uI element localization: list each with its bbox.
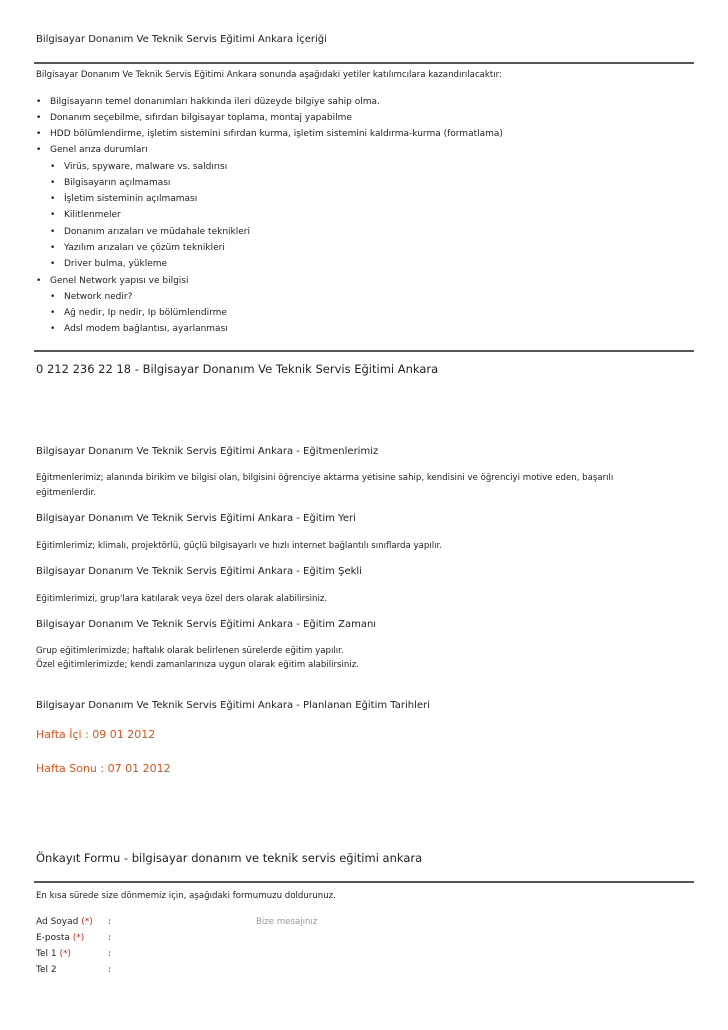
required-mark: (*) [81, 917, 93, 927]
divider [34, 881, 694, 883]
section-heading: Bilgisayar Donanım Ve Teknik Servis Eğitimi Ankara - Eğitmenlerimiz [36, 446, 379, 457]
form-heading: Önkayıt Formu - bilgisayar donanım ve teknik servis eğitimi ankara [36, 851, 423, 865]
form-intro: En kısa sürede size dönmemiz için, aşağıdaki formumuzu doldurunuz. [36, 891, 336, 901]
section-heading: Bilgisayar Donanım Ve Teknik Servis Eğitimi Ankara - Eğitim Şekli [36, 566, 362, 577]
form-row-tel2 [36, 965, 112, 975]
section-text: Grup eğitimlerimizde; haftalık olarak belirlenen sürelerde eğitim yapılır. [36, 646, 344, 656]
list-item: • Bilgisayarın açılmaması [50, 178, 171, 188]
field-label: Tel 1 [36, 949, 57, 959]
field-separator: : [108, 917, 112, 927]
field-label: E-posta [36, 933, 70, 943]
section-text: Eğitimlerimizi, grup'lara katılarak veya özel ders olarak alabilirsiniz. [36, 594, 328, 604]
list-item: • Bilgisayarın temel donanımları hakkında ileri düzeyde bilgiye sahip olma. [36, 97, 380, 107]
section-text: Eğitimlerimiz; klimalı, projektörlü, güçlü bilgisayarlı ve hızlı internet bağlantılı sınıflarda yapılır. [36, 541, 442, 551]
list-item: • Genel arıza durumları [36, 145, 148, 155]
intro-text: Bilgisayar Donanım Ve Teknik Servis Eğitimi Ankara sonunda aşağıdaki yetiler katılımcılara kazandırılacaktır: [36, 70, 502, 80]
list-item: • Donanım seçebilme, sıfırdan bilgisayar toplama, montaj yapabilme [36, 113, 352, 123]
list-item: • HDD bölümlendirme, işletim sistemini sıfırdan kurma, işletim sistemini kaldırma-kurma (formatlama) [36, 129, 503, 139]
field-label: Ad Soyad [36, 917, 79, 927]
list-item: • Donanım arızaları ve müdahale teknikleri [50, 227, 250, 237]
phone-heading: 0 212 236 22 18 - Bilgisayar Donanım Ve Teknik Servis Eğitimi Ankara [36, 362, 439, 376]
tel2-input[interactable] [114, 963, 244, 977]
section-text: Özel eğitimlerimizde; kendi zamanlarınıza uygun olarak eğitim alabilirsiniz. [36, 660, 359, 670]
field-separator: : [108, 933, 112, 943]
field-separator: : [108, 949, 112, 959]
list-item: • Genel Network yapısı ve bilgisi [36, 276, 189, 286]
list-item: • Network nedir? [50, 292, 133, 302]
section-text: eğitmenlerdir. [36, 488, 96, 498]
form-row-name [36, 917, 112, 927]
page-title: Bilgisayar Donanım Ve Teknik Servis Eğitimi Ankara İçeriği [36, 34, 327, 45]
name-input[interactable] [114, 915, 244, 929]
section-heading: Bilgisayar Donanım Ve Teknik Servis Eğitimi Ankara - Eğitim Yeri [36, 513, 356, 524]
form-row-tel1 [36, 949, 112, 959]
list-item: • Ağ nedir, Ip nedir, Ip bölümlendirme [50, 308, 227, 318]
field-separator: : [108, 965, 112, 975]
list-item: • Yazılım arızaları ve çözüm teknikleri [50, 243, 225, 253]
field-label: Tel 2 [36, 965, 57, 975]
list-item: • İşletim sisteminin açılmaması [50, 194, 198, 204]
required-mark: (*) [59, 949, 71, 959]
divider [34, 350, 694, 352]
divider [34, 62, 694, 64]
section-heading: Bilgisayar Donanım Ve Teknik Servis Eğitimi Ankara - Planlanan Eğitim Tarihleri [36, 700, 430, 711]
form-row-email [36, 933, 112, 943]
required-mark: (*) [72, 933, 85, 943]
list-item: • Kilitlenmeler [50, 210, 121, 220]
message-textarea[interactable]: Bize mesajınız [256, 917, 318, 927]
list-item: • Adsl modem bağlantısı, ayarlanması [50, 324, 228, 334]
section-heading: Bilgisayar Donanım Ve Teknik Servis Eğitimi Ankara - Eğitim Zamanı [36, 619, 377, 630]
email-input[interactable] [114, 931, 244, 945]
weekday-date: Hafta İçi : 09 01 2012 [36, 728, 156, 741]
section-text: Eğitmenlerimiz; alanında birikim ve bilgisi olan, bilgisini öğrenciye aktarma yetisine sahip, kendisini ve öğrenciyi motive eden, başarılı [36, 473, 614, 483]
weekend-date: Hafta Sonu : 07 01 2012 [36, 762, 171, 775]
list-item: • Driver bulma, yükleme [50, 259, 168, 269]
list-item: • Virüs, spyware, malware vs. saldırısı [50, 162, 228, 172]
tel1-input[interactable] [114, 947, 244, 961]
